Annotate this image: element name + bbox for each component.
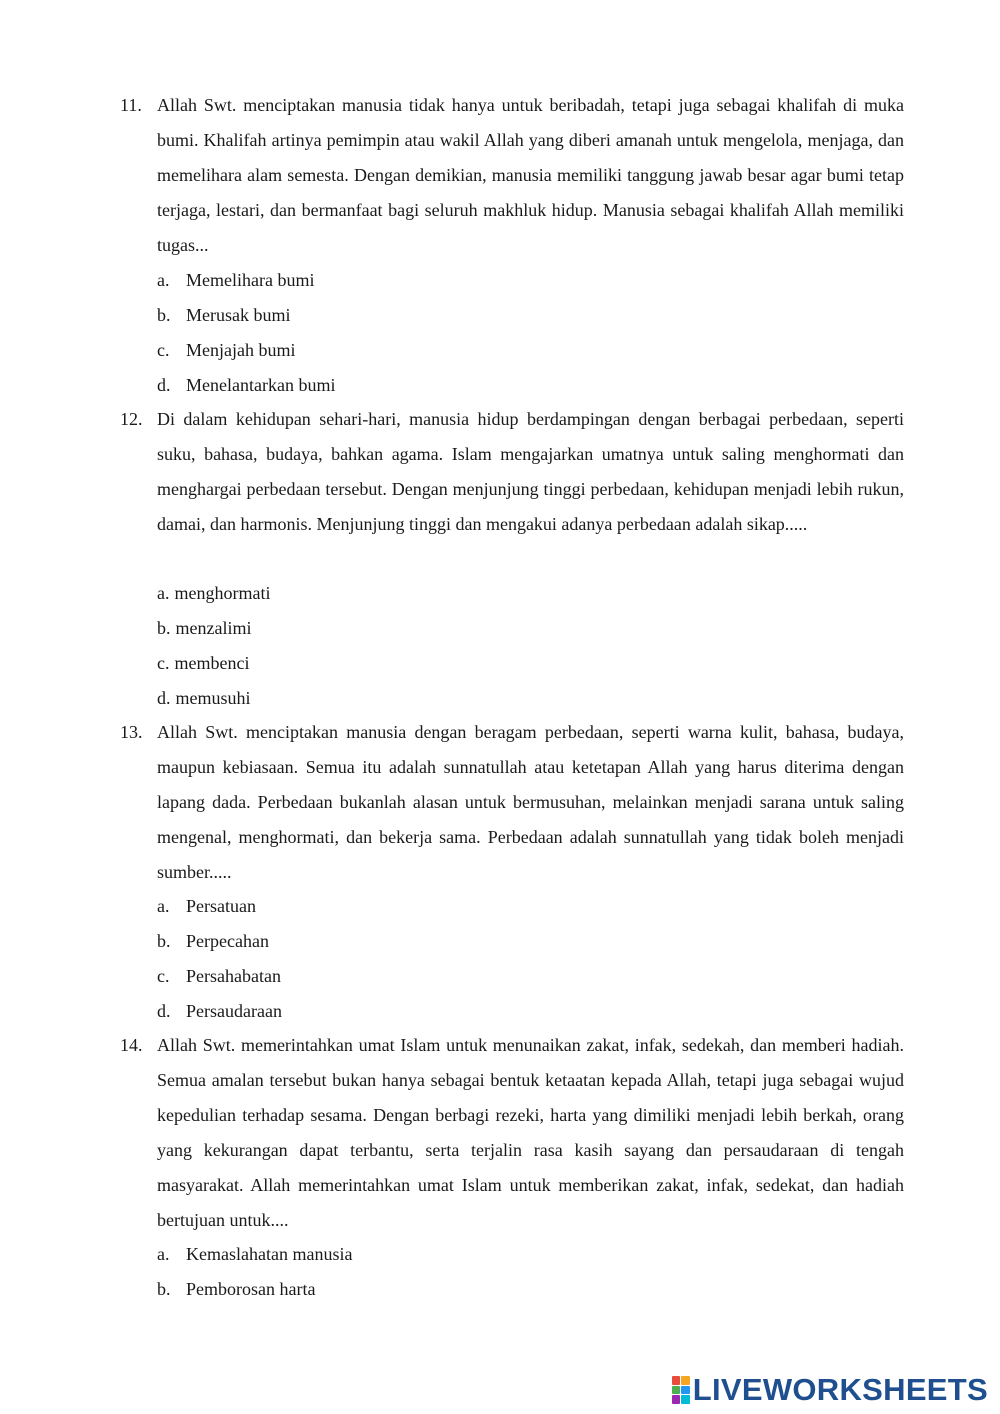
question-number: 12.	[120, 409, 143, 429]
question-number: 13.	[120, 722, 143, 742]
question-number: 14.	[120, 1035, 143, 1055]
option-letter: a.	[157, 1244, 170, 1264]
option-text: Persaudaraan	[186, 1001, 282, 1021]
option-12-a[interactable]	[157, 576, 270, 611]
option-13-a[interactable]	[157, 889, 256, 924]
option-letter: d.	[157, 1001, 171, 1021]
option-11-a[interactable]	[157, 263, 314, 298]
option-text: Kemaslahatan manusia	[186, 1244, 353, 1264]
option-text: membenci	[174, 653, 250, 673]
option-letter: a.	[157, 896, 170, 916]
option-letter: a.	[157, 583, 170, 603]
option-12-c[interactable]	[157, 646, 249, 681]
option-13-d[interactable]	[157, 994, 282, 1029]
option-letter: c.	[157, 966, 170, 986]
question-text: Di dalam kehidupan sehari-hari, manusia hidup berdampingan dengan berbagai perbedaan, seperti suku, bahasa, budaya, bahkan agama. Islam mengajarkan umatnya untuk saling menghormati dan menghargai perbedaan tersebut. Dengan menjunjung tinggi perbedaan, kehidupan menjadi lebih rukun, damai, dan harmonis. Menjunjung tinggi dan mengakui adanya perbedaan adalah sikap.....	[157, 409, 904, 534]
option-letter: c.	[157, 340, 170, 360]
logo-cell	[672, 1395, 681, 1404]
brand-name: LIVEWORKSHEETS	[692, 1372, 988, 1407]
logo-cell	[672, 1386, 681, 1395]
question-number: 11.	[120, 95, 142, 115]
question-text: Allah Swt. memerintahkan umat Islam untuk menunaikan zakat, infak, sedekah, dan memberi hadiah. Semua amalan tersebut bukan hanya sebagai bentuk ketaatan kepada Allah, tetapi juga sebagai wujud kepedulian terhadap sesama. Dengan berbagi rezeki, harta yang dimiliki menjadi lebih berkah, orang yang kekurangan dapat terbantu, serta terjalin rasa kasih sayang dan persaudaraan di tengah masyarakat. Allah memerintahkan umat Islam untuk memberikan zakat, infak, sedekat, dan hadiah bertujuan untuk....	[157, 1035, 904, 1230]
option-letter: b.	[157, 305, 171, 325]
option-14-b[interactable]	[157, 1272, 315, 1307]
option-12-d[interactable]	[157, 681, 251, 716]
logo-cell	[681, 1386, 690, 1395]
option-text: Pemborosan harta	[186, 1279, 316, 1299]
option-13-c[interactable]	[157, 959, 281, 994]
option-text: Menjajah bumi	[186, 340, 296, 360]
option-letter: d.	[157, 688, 171, 708]
option-text: menghormati	[174, 583, 271, 603]
option-11-b[interactable]	[157, 298, 290, 333]
option-14-a[interactable]	[157, 1237, 352, 1272]
option-text: Persahabatan	[186, 966, 281, 986]
option-letter: b.	[157, 931, 171, 951]
liveworksheets-logo-icon	[672, 1376, 690, 1404]
option-letter: a.	[157, 270, 170, 290]
logo-cell	[681, 1395, 690, 1404]
option-text: Persatuan	[186, 896, 256, 916]
option-text: memusuhi	[175, 688, 251, 708]
question-text: Allah Swt. menciptakan manusia tidak hanya untuk beribadah, tetapi juga sebagai khalifah di muka bumi. Khalifah artinya pemimpin atau wakil Allah yang diberi amanah untuk mengelola, menjaga, dan memelihara alam semesta. Dengan demikian, manusia memiliki tanggung jawab besar agar bumi tetap terjaga, lestari, dan bermanfaat bagi seluruh makhluk hidup. Manusia sebagai khalifah Allah memiliki tugas...	[157, 95, 904, 255]
option-11-c[interactable]	[157, 333, 295, 368]
option-letter: d.	[157, 375, 171, 395]
option-letter: b.	[157, 1279, 171, 1299]
option-text: Perpecahan	[186, 931, 269, 951]
option-text: menzalimi	[175, 618, 252, 638]
option-text: Memelihara bumi	[186, 270, 315, 290]
option-12-b[interactable]	[157, 611, 251, 646]
option-13-b[interactable]	[157, 924, 269, 959]
option-text: Menelantarkan bumi	[186, 375, 336, 395]
option-letter: c.	[157, 653, 170, 673]
option-11-d[interactable]	[157, 368, 335, 403]
liveworksheets-brand[interactable]	[672, 1371, 988, 1409]
option-letter: b.	[157, 618, 171, 638]
logo-cell	[672, 1376, 681, 1385]
option-text: Merusak bumi	[186, 305, 291, 325]
question-text: Allah Swt. menciptakan manusia dengan beragam perbedaan, seperti warna kulit, bahasa, budaya, maupun kebiasaan. Semua itu adalah sunnatullah atau ketetapan Allah yang harus diterima dengan lapang dada. Perbedaan bukanlah alasan untuk bermusuhan, melainkan menjadi sarana untuk saling mengenal, menghormati, dan bekerja sama. Perbedaan adalah sunnatullah yang tidak boleh menjadi sumber.....	[157, 722, 904, 882]
logo-cell	[681, 1376, 690, 1385]
